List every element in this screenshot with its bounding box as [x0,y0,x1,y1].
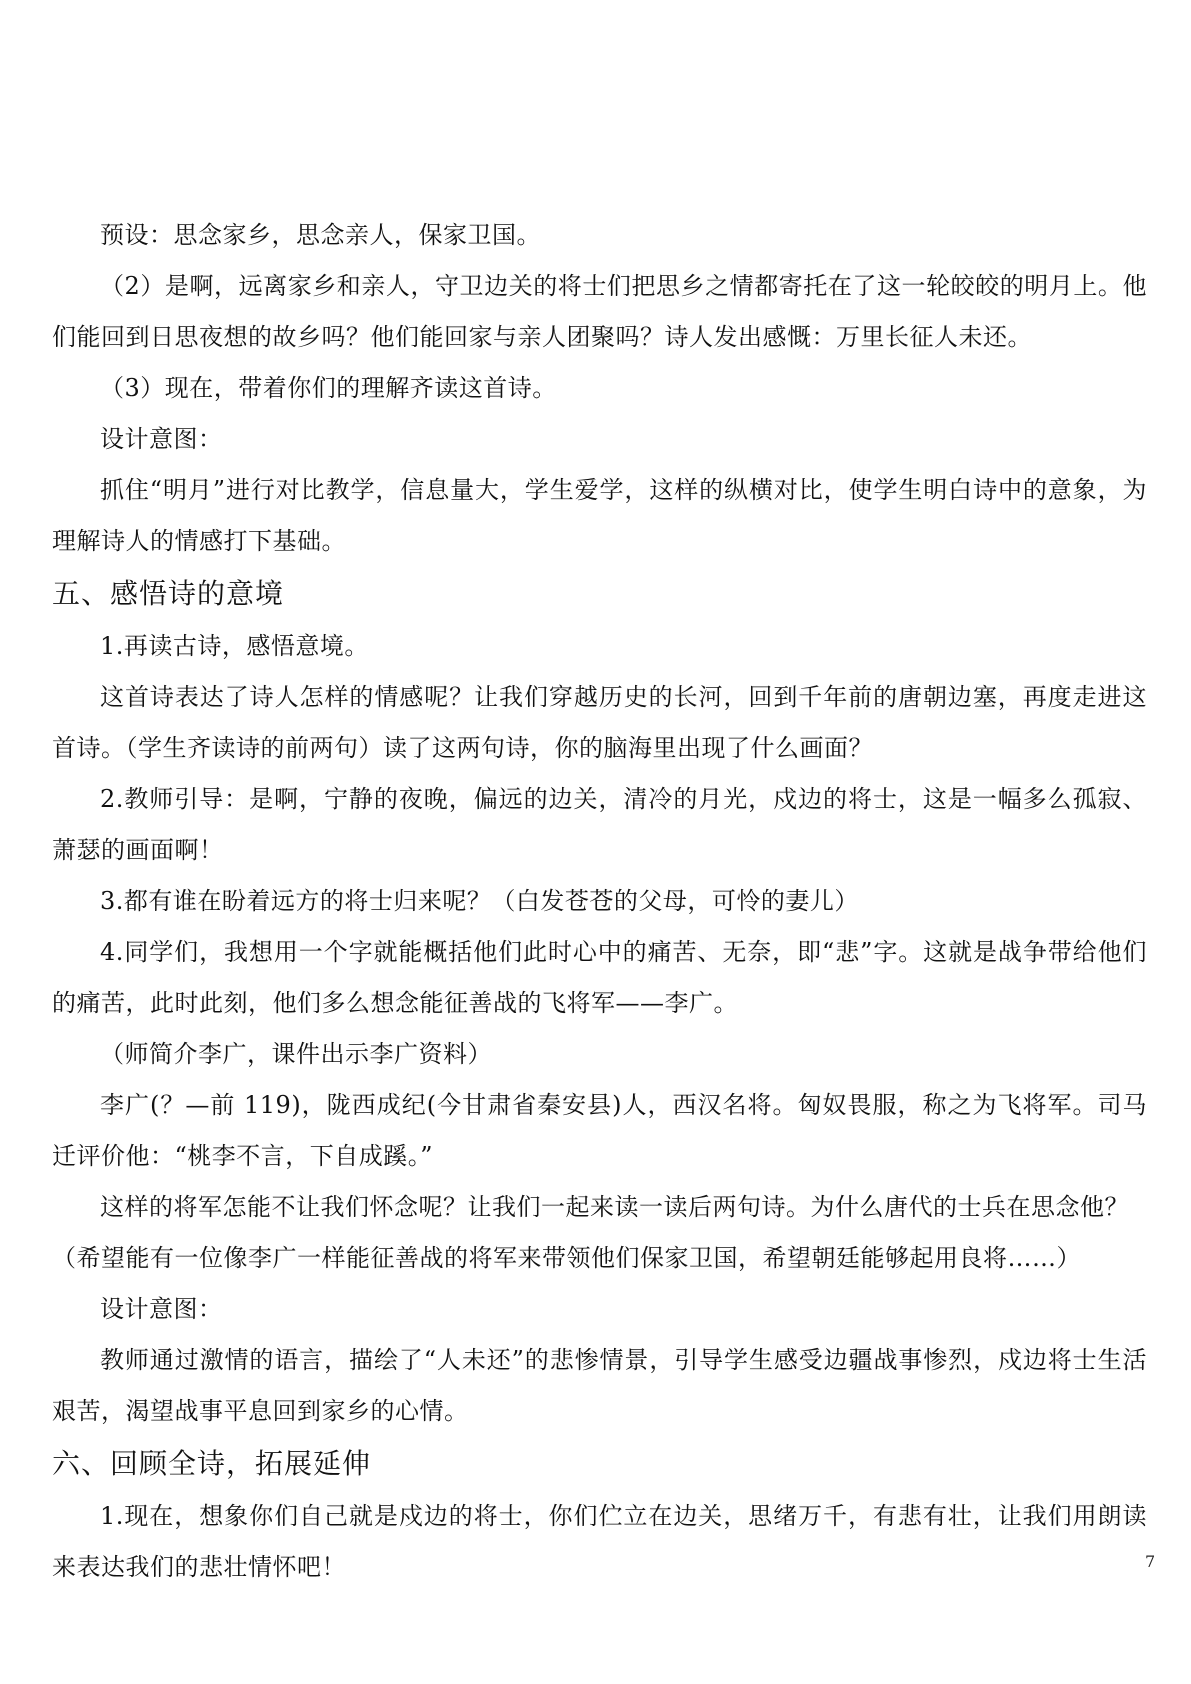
section-heading: 五、感悟诗的意境 [52,577,285,610]
paragraph: 4.同学们，我想用一个字就能概括他们此时心中的痛苦、无奈，即“悲”字。这就是战争带给他们的痛苦，此时此刻，他们多么想念能征善战的飞将军——李广。 [52,938,1147,1017]
paragraph: 设计意图： [100,425,223,453]
paragraph: （2）是啊，远离家乡和亲人，守卫边关的将士们把思乡之情都寄托在了这一轮皎皎的明月上。他们能回到日思夜想的故乡吗？他们能回家与亲人团聚吗？诗人发出感慨：万里长征人未还。 [52,272,1147,351]
paragraph: 1.再读古诗，感悟意境。 [100,632,369,660]
document-body [52,210,1147,1593]
page-number: 7 [1145,1552,1156,1571]
paragraph: （希望能有一位像李广一样能征善战的将军来带领他们保家卫国，希望朝廷能够起用良将……） [52,1244,1081,1272]
paragraph: 李广(？—前 119)，陇西成纪(今甘肃省秦安县)人，西汉名将。匈奴畏服，称之为飞将军。司马迁评价他：“桃李不言，下自成蹊。” [52,1091,1147,1170]
paragraph: （师简介李广，课件出示李广资料） [100,1040,492,1068]
paragraph: 抓住“明月”进行对比教学，信息量大，学生爱学，这样的纵横对比，使学生明白诗中的意象，为理解诗人的情感打下基础。 [52,476,1147,555]
paragraph: 1.现在，想象你们自己就是戍边的将士，你们伫立在边关，思绪万千，有悲有壮，让我们用朗读来表达我们的悲壮情怀吧！ [52,1502,1147,1581]
paragraph: 设计意图： [100,1295,223,1323]
paragraph: 3.都有谁在盼着远方的将士归来呢？（白发苍苍的父母，可怜的妻儿） [100,887,859,915]
paragraph: 这首诗表达了诗人怎样的情感呢？让我们穿越历史的长河，回到千年前的唐朝边塞，再度走进这首诗。（学生齐读诗的前两句）读了这两句诗，你的脑海里出现了什么画面？ [52,683,1147,762]
paragraph: （3）现在，带着你们的理解齐读这首诗。 [100,374,557,402]
paragraph: 这样的将军怎能不让我们怀念呢？让我们一起来读一读后两句诗。为什么唐代的士兵在思念他？ [100,1193,1129,1221]
paragraph: 教师通过激情的语言，描绘了“人未还”的悲惨情景，引导学生感受边疆战事惨烈，戍边将士生活艰苦，渴望战事平息回到家乡的心情。 [52,1346,1147,1425]
paragraph: 预设：思念家乡，思念亲人，保家卫国。 [100,221,541,249]
section-heading: 六、回顾全诗，拓展延伸 [52,1447,372,1480]
paragraph: 2.教师引导：是啊，宁静的夜晚，偏远的边关，清冷的月光，戍边的将士，这是一幅多么孤寂、萧瑟的画面啊！ [52,785,1147,864]
